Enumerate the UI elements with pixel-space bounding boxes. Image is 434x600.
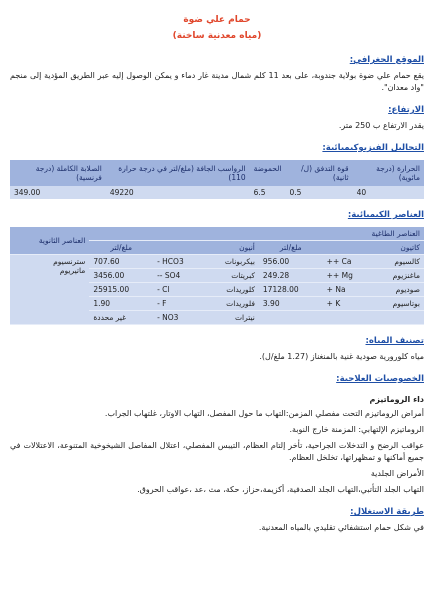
dominant-label: العناصر الطاغية [89, 227, 424, 241]
therapeutic-heading: الخصوصيات العلاجية: [336, 374, 424, 384]
anion-value: 25915.00 [89, 283, 153, 297]
location-heading: الموقع الجغرافي: [349, 55, 424, 65]
anion-value: 3456.00 [89, 269, 153, 283]
classification-text: مياه كلورورية صودية غنية بالمنغناز (1.27 ملغ/ل). [259, 352, 424, 361]
anion-symbol: Cl - [153, 283, 203, 297]
physchem-heading: التحاليل الفيزيوكيميائية: [322, 143, 424, 153]
cation-symbol: Na + [323, 283, 373, 297]
cation-name: صوديوم [372, 283, 424, 297]
classification-heading: تصنيف المياه: [365, 336, 424, 346]
anion-unit: ملغ/لتر [89, 241, 153, 255]
secondary-element: ماتيريوم [59, 266, 86, 275]
physchem-value: 49220 [106, 186, 250, 199]
anion-name: فلوريدات [204, 297, 259, 311]
physchem-value: 6.5 [250, 186, 286, 199]
physchem-table [10, 160, 424, 199]
anion-value: 1.90 [89, 297, 153, 311]
rheumatism-title: داء الروماتيزم [369, 395, 424, 404]
therapeutic-paragraph: التهاب الجلد التأتبي،التهاب الجلد الصدفية، أكزيمة،حزاز، حكة، مث ،عد ،عواقب الحروق. [137, 485, 424, 494]
cation-symbol: Ca ++ [323, 255, 373, 269]
therapeutic-paragraph: عواقب الرضح و التدخلات الجراحية، تأخر إلتام العظام، التيبس المفصلي، اعتلال المفاصل الشيخوخية المتنوعة، الاعتلالات في جميع أماكنها و تمظهراتها، تخلخل العظام. [10, 441, 424, 462]
anion-name: كلوريدات [204, 283, 259, 297]
secondary-label: العناصر الثانوية [10, 227, 89, 255]
physchem-header: الصلابة الكاملة (درجة فرنسية) [10, 160, 106, 186]
physchem-header: قوة التدفق (ل/ثانية) [285, 160, 352, 186]
physchem-header-row [10, 160, 424, 186]
physchem-value: 0.5 [285, 186, 352, 199]
table-row [10, 255, 424, 269]
cation-symbol: Mg ++ [323, 269, 373, 283]
cation-name: كالسيوم [372, 255, 424, 269]
physchem-header: الحرارة (درجة مائوية) [353, 160, 424, 186]
therapeutic-paragraph: أمراض الروماتيزم التحت مفصلي المزمن:التهاب ما حول المفصل، التهاب الاوتار، غلتهاب الجراب. [104, 409, 424, 418]
anion-symbol: F - [153, 297, 203, 311]
cation-value: 956.00 [259, 255, 323, 269]
anion-symbol: HCO3 - [153, 255, 203, 269]
anion-symbol: NO3 - [153, 311, 203, 325]
chemical-table [10, 227, 424, 325]
chemical-heading: العناصر الكيميائية: [347, 210, 424, 220]
anion-symbol: SO4 -- [153, 269, 203, 283]
altitude-heading: الارتفاع: [388, 105, 424, 115]
altitude-text: يقدر الارتفاع ب 250 متر. [338, 121, 424, 130]
anion-name: كبريتات [204, 269, 259, 283]
physchem-value-row [10, 186, 424, 199]
anions-label: أنيون [204, 241, 259, 255]
physchem-value: 349.00 [10, 186, 106, 199]
cation-symbol: K + [323, 297, 373, 311]
cation-value: 3.90 [259, 297, 323, 311]
cation-unit: ملغ/لتر [259, 241, 323, 255]
cation-name: بوتاسيوم [372, 297, 424, 311]
therapeutic-paragraph: الروماتيزم الإلتهابي: المزمنة خارج النوبة. [289, 425, 424, 434]
anion-name: بيكربونات [204, 255, 259, 269]
anion-name: نيترات [204, 311, 259, 325]
page-title: حمام علي ضوة [183, 15, 251, 25]
cation-value: 17128.00 [259, 283, 323, 297]
physchem-header: الرواسب الجافة (ملغ/لتر في درجة حرارة 110) [106, 160, 250, 186]
secondary-element: سترنسيوم [53, 257, 86, 266]
skin-title: الأمراض الجلدية [370, 469, 424, 478]
usage-heading: طريقة الاستغلال: [350, 507, 424, 517]
physchem-header: الحموضة [250, 160, 286, 186]
physchem-value: 40 [353, 186, 424, 199]
cation-value: 249.28 [259, 269, 323, 283]
cations-label: كاتيون [372, 241, 424, 255]
location-text: يقع حمام علي ضوة بولاية جندوبة، على بعد 11 كلم شمال مدينة غار دماء و يمكن الوصول إليه عبر الطريق المؤدية إلى منجم "واد معدان". [10, 71, 425, 92]
secondary-elements [10, 255, 89, 325]
usage-text: في شكل حمام استشفائي تقليدي بالمياه المعدنية. [258, 523, 424, 532]
cation-name: ماغنزيوم [372, 269, 424, 283]
page-subtitle: (مياه معدنية ساخنة) [172, 31, 262, 41]
chemical-group-row [10, 227, 424, 241]
anion-value: 707.60 [89, 255, 153, 269]
anion-value: غير محددة [89, 311, 153, 325]
